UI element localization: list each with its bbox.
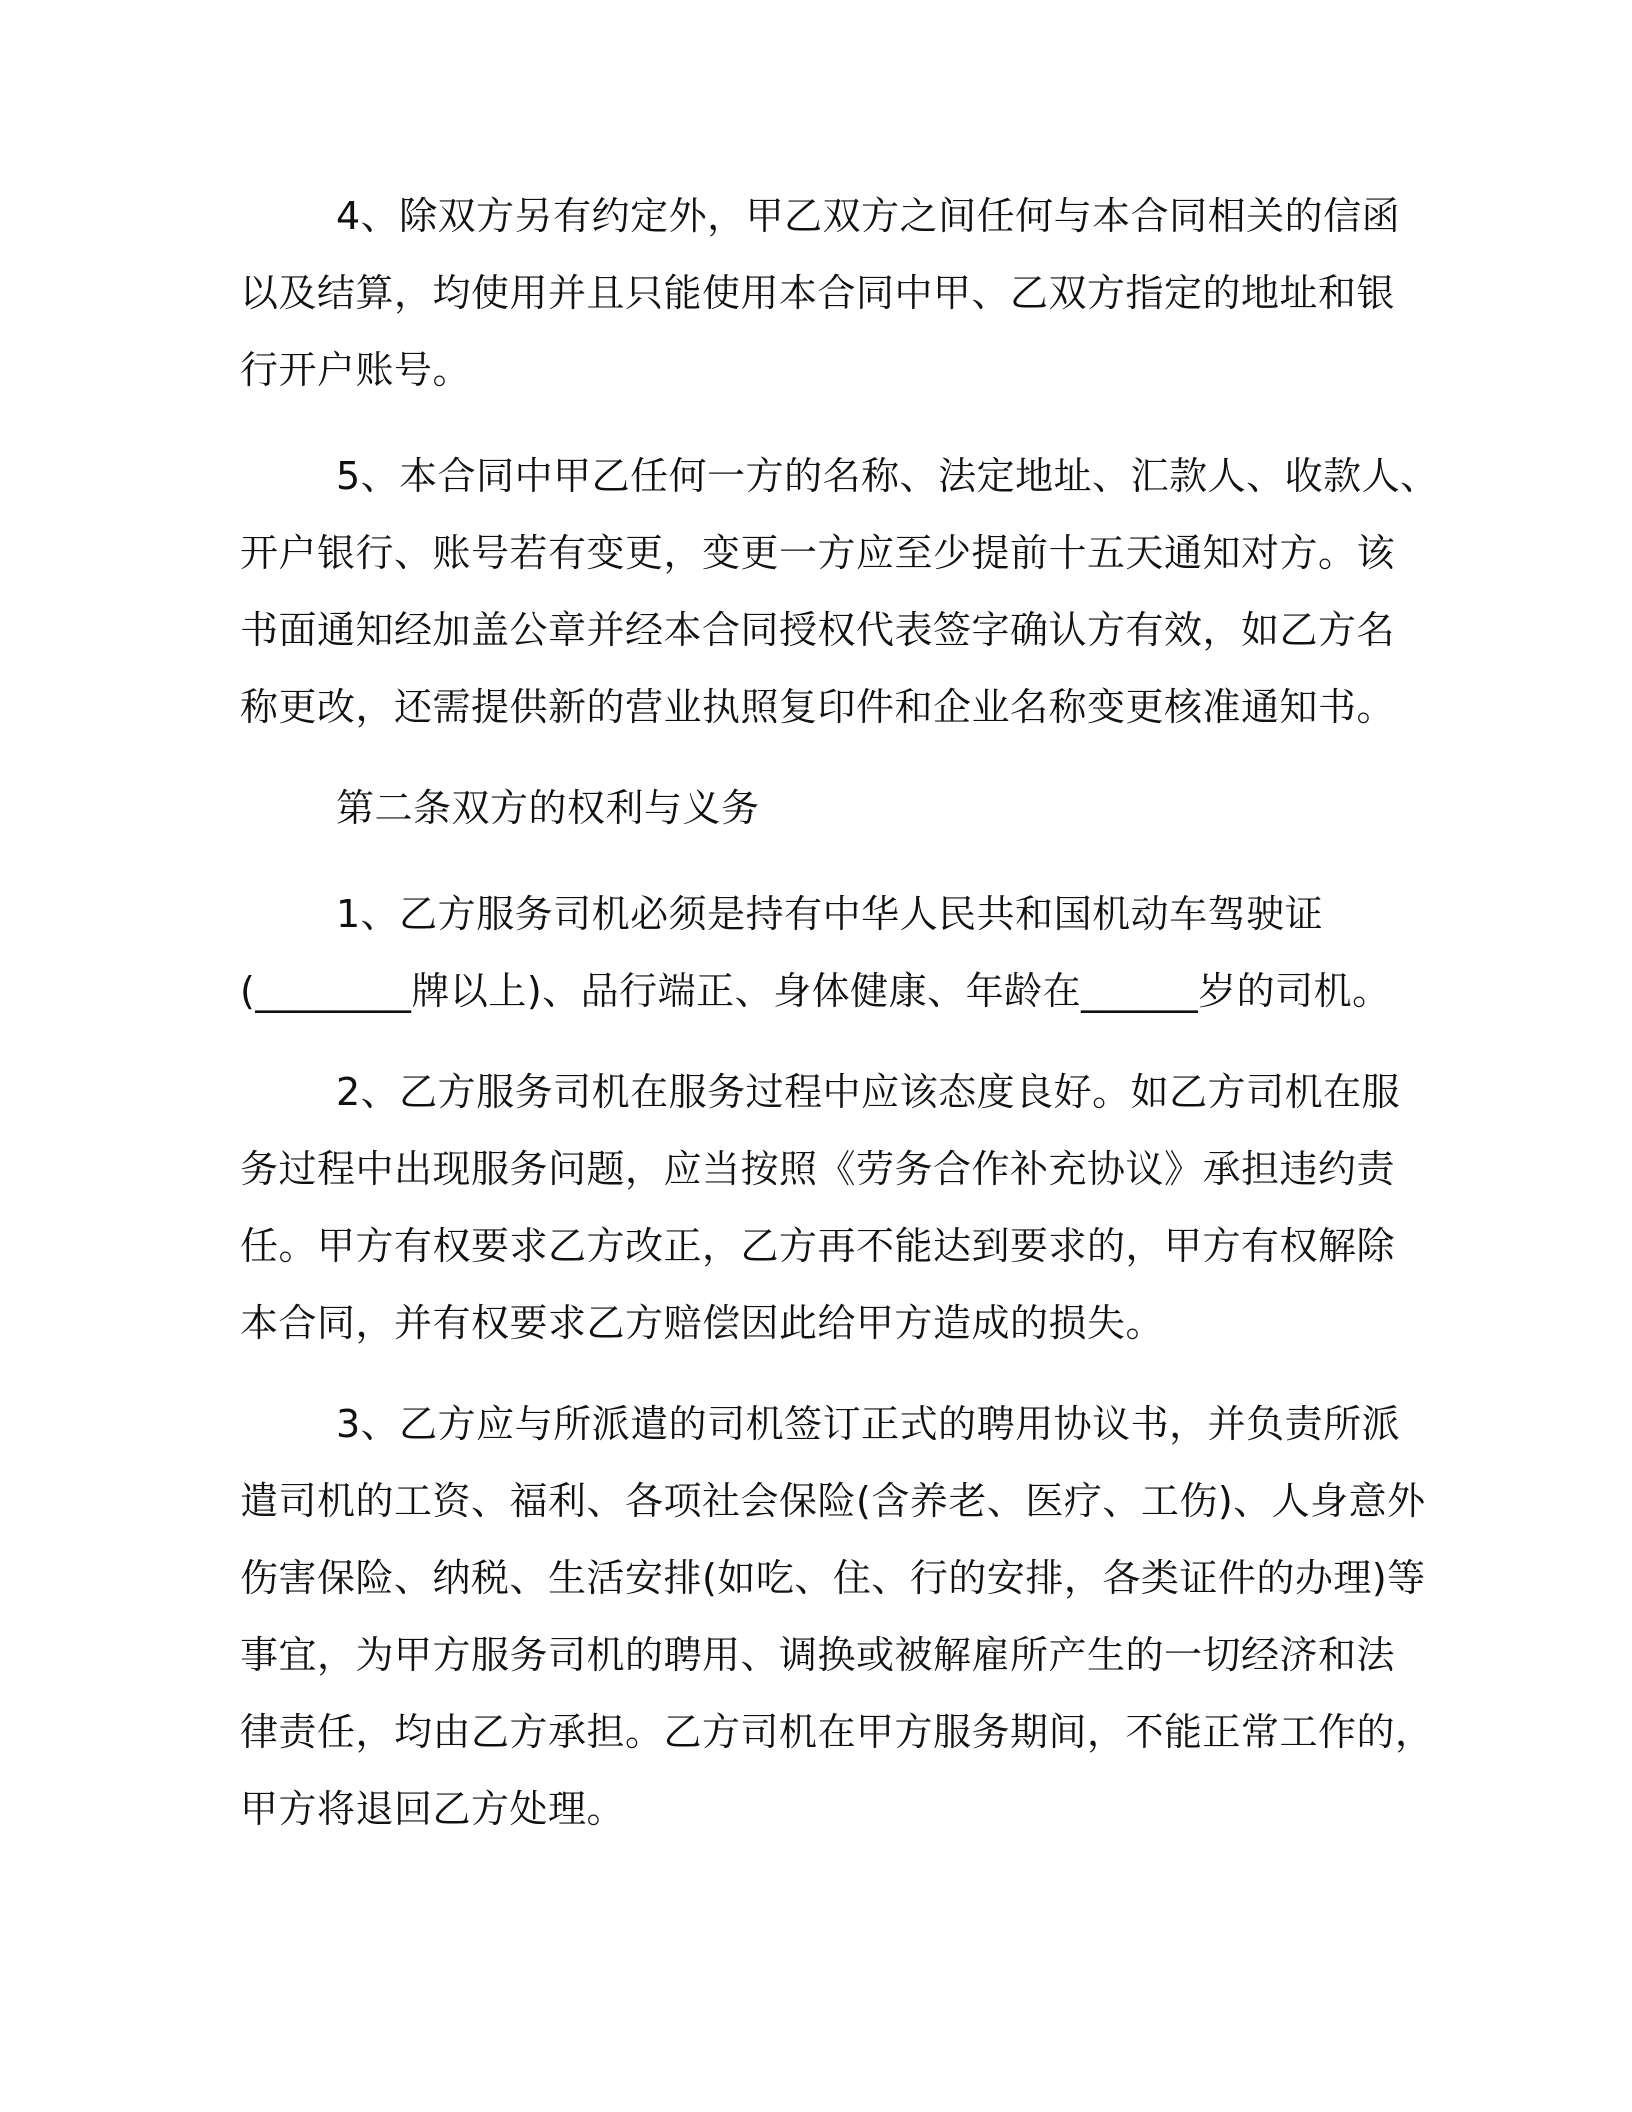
article-2-item-2: [240, 1054, 1401, 1362]
item-3-line-2: 遣司机的工资、福利、各项社会保险(含养老、医疗、工伤)、人身意外: [240, 1479, 1426, 1523]
item-3-line-6: 甲方将退回乙方处理。: [240, 1787, 626, 1831]
clause-4-paragraph: [240, 178, 1401, 409]
clause-5-line-2: 开户银行、账号若有变更，变更一方应至少提前十五天通知对方。该: [240, 531, 1396, 575]
clause-4-line-3: 行开户账号。: [240, 348, 472, 392]
clause-5-line-1: 5、本合同中甲乙任何一方的名称、法定地址、汇款人、收款人、: [336, 454, 1439, 498]
item-2-line-3: 任。甲方有权要求乙方改正，乙方再不能达到要求的，甲方有权解除: [240, 1224, 1396, 1268]
clause-5-line-4: 称更改，还需提供新的营业执照复印件和企业名称变更核准通知书。: [240, 685, 1396, 729]
section-heading-text: 第二条双方的权利与义务: [336, 786, 760, 830]
clause-4-line-1: 4、除双方另有约定外，甲乙双方之间任何与本合同相关的信函: [336, 194, 1401, 238]
item-2-line-4: 本合同，并有权要求乙方赔偿因此给甲方造成的损失。: [240, 1301, 1165, 1345]
item-3-line-4: 事宜，为甲方服务司机的聘用、调换或被解雇所产生的一切经济和法: [240, 1633, 1396, 1677]
item-3-line-1: 3、乙方应与所派遣的司机签订正式的聘用协议书，并负责所派: [336, 1402, 1401, 1446]
item-2-line-2: 务过程中出现服务问题，应当按照《劳务合作补充协议》承担违约责: [240, 1147, 1396, 1191]
article-2-item-1: [240, 876, 1390, 1030]
clause-5-line-3: 书面通知经加盖公章并经本合同授权代表签字确认方有效，如乙方名: [240, 608, 1396, 652]
section-heading: [240, 770, 1390, 847]
item-3-line-3: 伤害保险、纳税、生活安排(如吃、住、行的安排，各类证件的办理)等: [240, 1556, 1426, 1600]
item-2-line-1: 2、乙方服务司机在服务过程中应该态度良好。如乙方司机在服: [336, 1070, 1401, 1114]
item-1-line-2: (________牌以上)、品行端正、身体健康、年龄在______岁的司机。: [240, 969, 1391, 1013]
clause-4-line-2: 以及结算，均使用并且只能使用本合同中甲、乙双方指定的地址和银: [240, 271, 1396, 315]
item-3-line-5: 律责任，均由乙方承担。乙方司机在甲方服务期间，不能正常工作的，: [240, 1710, 1434, 1754]
clause-5-paragraph: [240, 438, 1439, 746]
article-2-item-3: [240, 1386, 1434, 1848]
item-1-line-1: 1、乙方服务司机必须是持有中华人民共和国机动车驾驶证: [336, 892, 1324, 936]
